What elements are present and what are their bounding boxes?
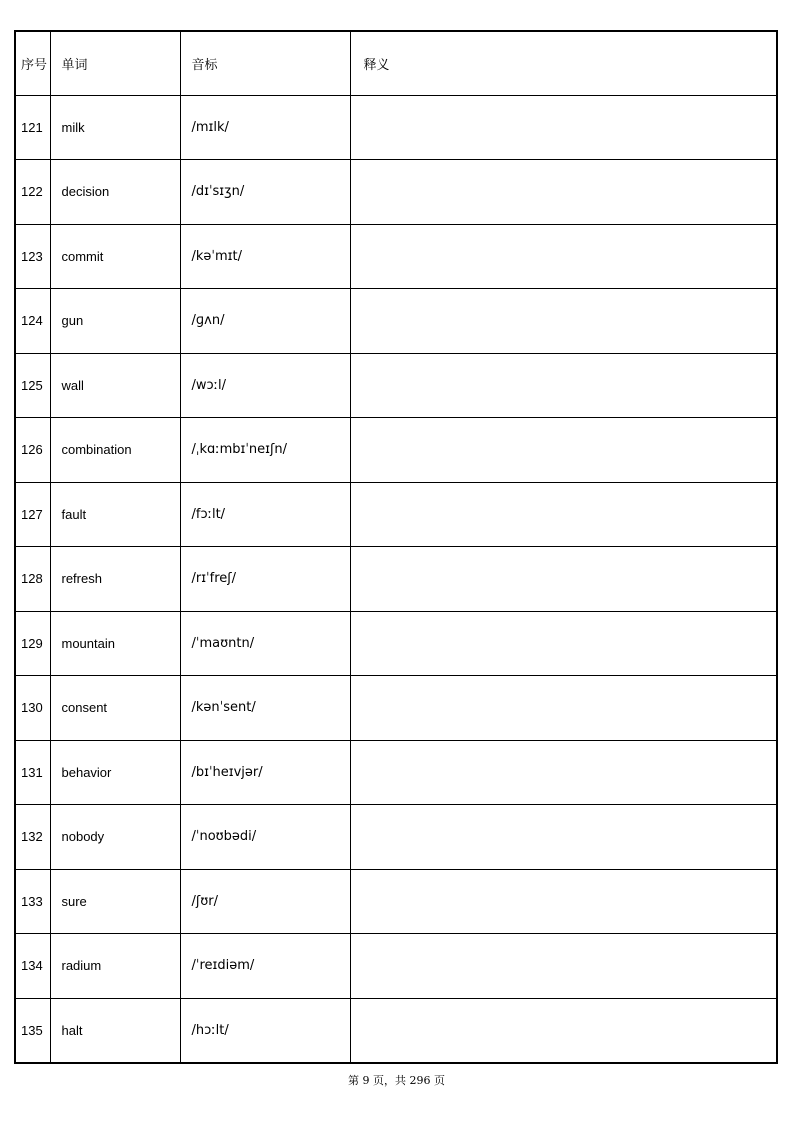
row-number: 127 bbox=[15, 482, 50, 547]
table-row bbox=[15, 418, 777, 483]
row-number: 129 bbox=[15, 611, 50, 676]
table-header bbox=[15, 31, 777, 95]
row-phonetic: /dɪˈsɪʒn/ bbox=[180, 160, 350, 225]
row-word: milk bbox=[50, 95, 180, 160]
row-word: wall bbox=[50, 353, 180, 418]
vocabulary-table bbox=[14, 30, 778, 1064]
row-phonetic: /ˈmaʊntn/ bbox=[180, 611, 350, 676]
row-definition bbox=[350, 353, 777, 418]
header-phonetic: 音标 bbox=[180, 31, 350, 95]
table-row bbox=[15, 160, 777, 225]
row-number: 134 bbox=[15, 934, 50, 999]
row-word: refresh bbox=[50, 547, 180, 612]
row-number: 131 bbox=[15, 740, 50, 805]
header-row bbox=[15, 31, 777, 95]
row-phonetic: /ˈreɪdiəm/ bbox=[180, 934, 350, 999]
table-body bbox=[15, 95, 777, 1063]
row-definition bbox=[350, 160, 777, 225]
row-number: 135 bbox=[15, 998, 50, 1063]
row-definition bbox=[350, 95, 777, 160]
row-number: 124 bbox=[15, 289, 50, 354]
row-phonetic: /kəˈmɪt/ bbox=[180, 224, 350, 289]
table-row bbox=[15, 740, 777, 805]
row-number: 125 bbox=[15, 353, 50, 418]
row-word: radium bbox=[50, 934, 180, 999]
row-number: 123 bbox=[15, 224, 50, 289]
row-definition bbox=[350, 418, 777, 483]
table-row bbox=[15, 353, 777, 418]
header-number: 序号 bbox=[15, 31, 50, 95]
row-definition bbox=[350, 805, 777, 870]
row-definition bbox=[350, 289, 777, 354]
row-word: nobody bbox=[50, 805, 180, 870]
row-word: combination bbox=[50, 418, 180, 483]
table-row bbox=[15, 869, 777, 934]
row-phonetic: /bɪˈheɪvjər/ bbox=[180, 740, 350, 805]
row-word: decision bbox=[50, 160, 180, 225]
row-phonetic: /kənˈsent/ bbox=[180, 676, 350, 741]
row-word: fault bbox=[50, 482, 180, 547]
row-definition bbox=[350, 676, 777, 741]
row-word: gun bbox=[50, 289, 180, 354]
row-number: 130 bbox=[15, 676, 50, 741]
row-definition bbox=[350, 482, 777, 547]
row-word: consent bbox=[50, 676, 180, 741]
header-word: 单词 bbox=[50, 31, 180, 95]
row-definition bbox=[350, 869, 777, 934]
row-definition bbox=[350, 224, 777, 289]
table-row bbox=[15, 611, 777, 676]
row-number: 133 bbox=[15, 869, 50, 934]
table-row bbox=[15, 998, 777, 1063]
row-word: halt bbox=[50, 998, 180, 1063]
row-phonetic: /ˈnoʊbədi/ bbox=[180, 805, 350, 870]
row-phonetic: /fɔːlt/ bbox=[180, 482, 350, 547]
table-row bbox=[15, 224, 777, 289]
row-number: 132 bbox=[15, 805, 50, 870]
row-number: 128 bbox=[15, 547, 50, 612]
table-row bbox=[15, 95, 777, 160]
row-number: 126 bbox=[15, 418, 50, 483]
row-definition bbox=[350, 740, 777, 805]
row-definition bbox=[350, 547, 777, 612]
table-row bbox=[15, 805, 777, 870]
table-row bbox=[15, 547, 777, 612]
row-definition bbox=[350, 998, 777, 1063]
row-definition bbox=[350, 611, 777, 676]
row-phonetic: /wɔːl/ bbox=[180, 353, 350, 418]
row-word: behavior bbox=[50, 740, 180, 805]
row-phonetic: /hɔːlt/ bbox=[180, 998, 350, 1063]
table-row bbox=[15, 482, 777, 547]
row-definition bbox=[350, 934, 777, 999]
row-phonetic: /mɪlk/ bbox=[180, 95, 350, 160]
row-phonetic: /ʃʊr/ bbox=[180, 869, 350, 934]
row-number: 122 bbox=[15, 160, 50, 225]
table-row bbox=[15, 934, 777, 999]
page-footer: 第 9 页，共 296 页 bbox=[348, 1074, 445, 1087]
table-row bbox=[15, 676, 777, 741]
row-phonetic: /ˌkɑːmbɪˈneɪʃn/ bbox=[180, 418, 350, 483]
table-row bbox=[15, 289, 777, 354]
row-phonetic: /rɪˈfreʃ/ bbox=[180, 547, 350, 612]
row-word: commit bbox=[50, 224, 180, 289]
row-phonetic: /ɡʌn/ bbox=[180, 289, 350, 354]
row-number: 121 bbox=[15, 95, 50, 160]
header-definition: 释义 bbox=[350, 31, 777, 95]
row-word: mountain bbox=[50, 611, 180, 676]
row-word: sure bbox=[50, 869, 180, 934]
